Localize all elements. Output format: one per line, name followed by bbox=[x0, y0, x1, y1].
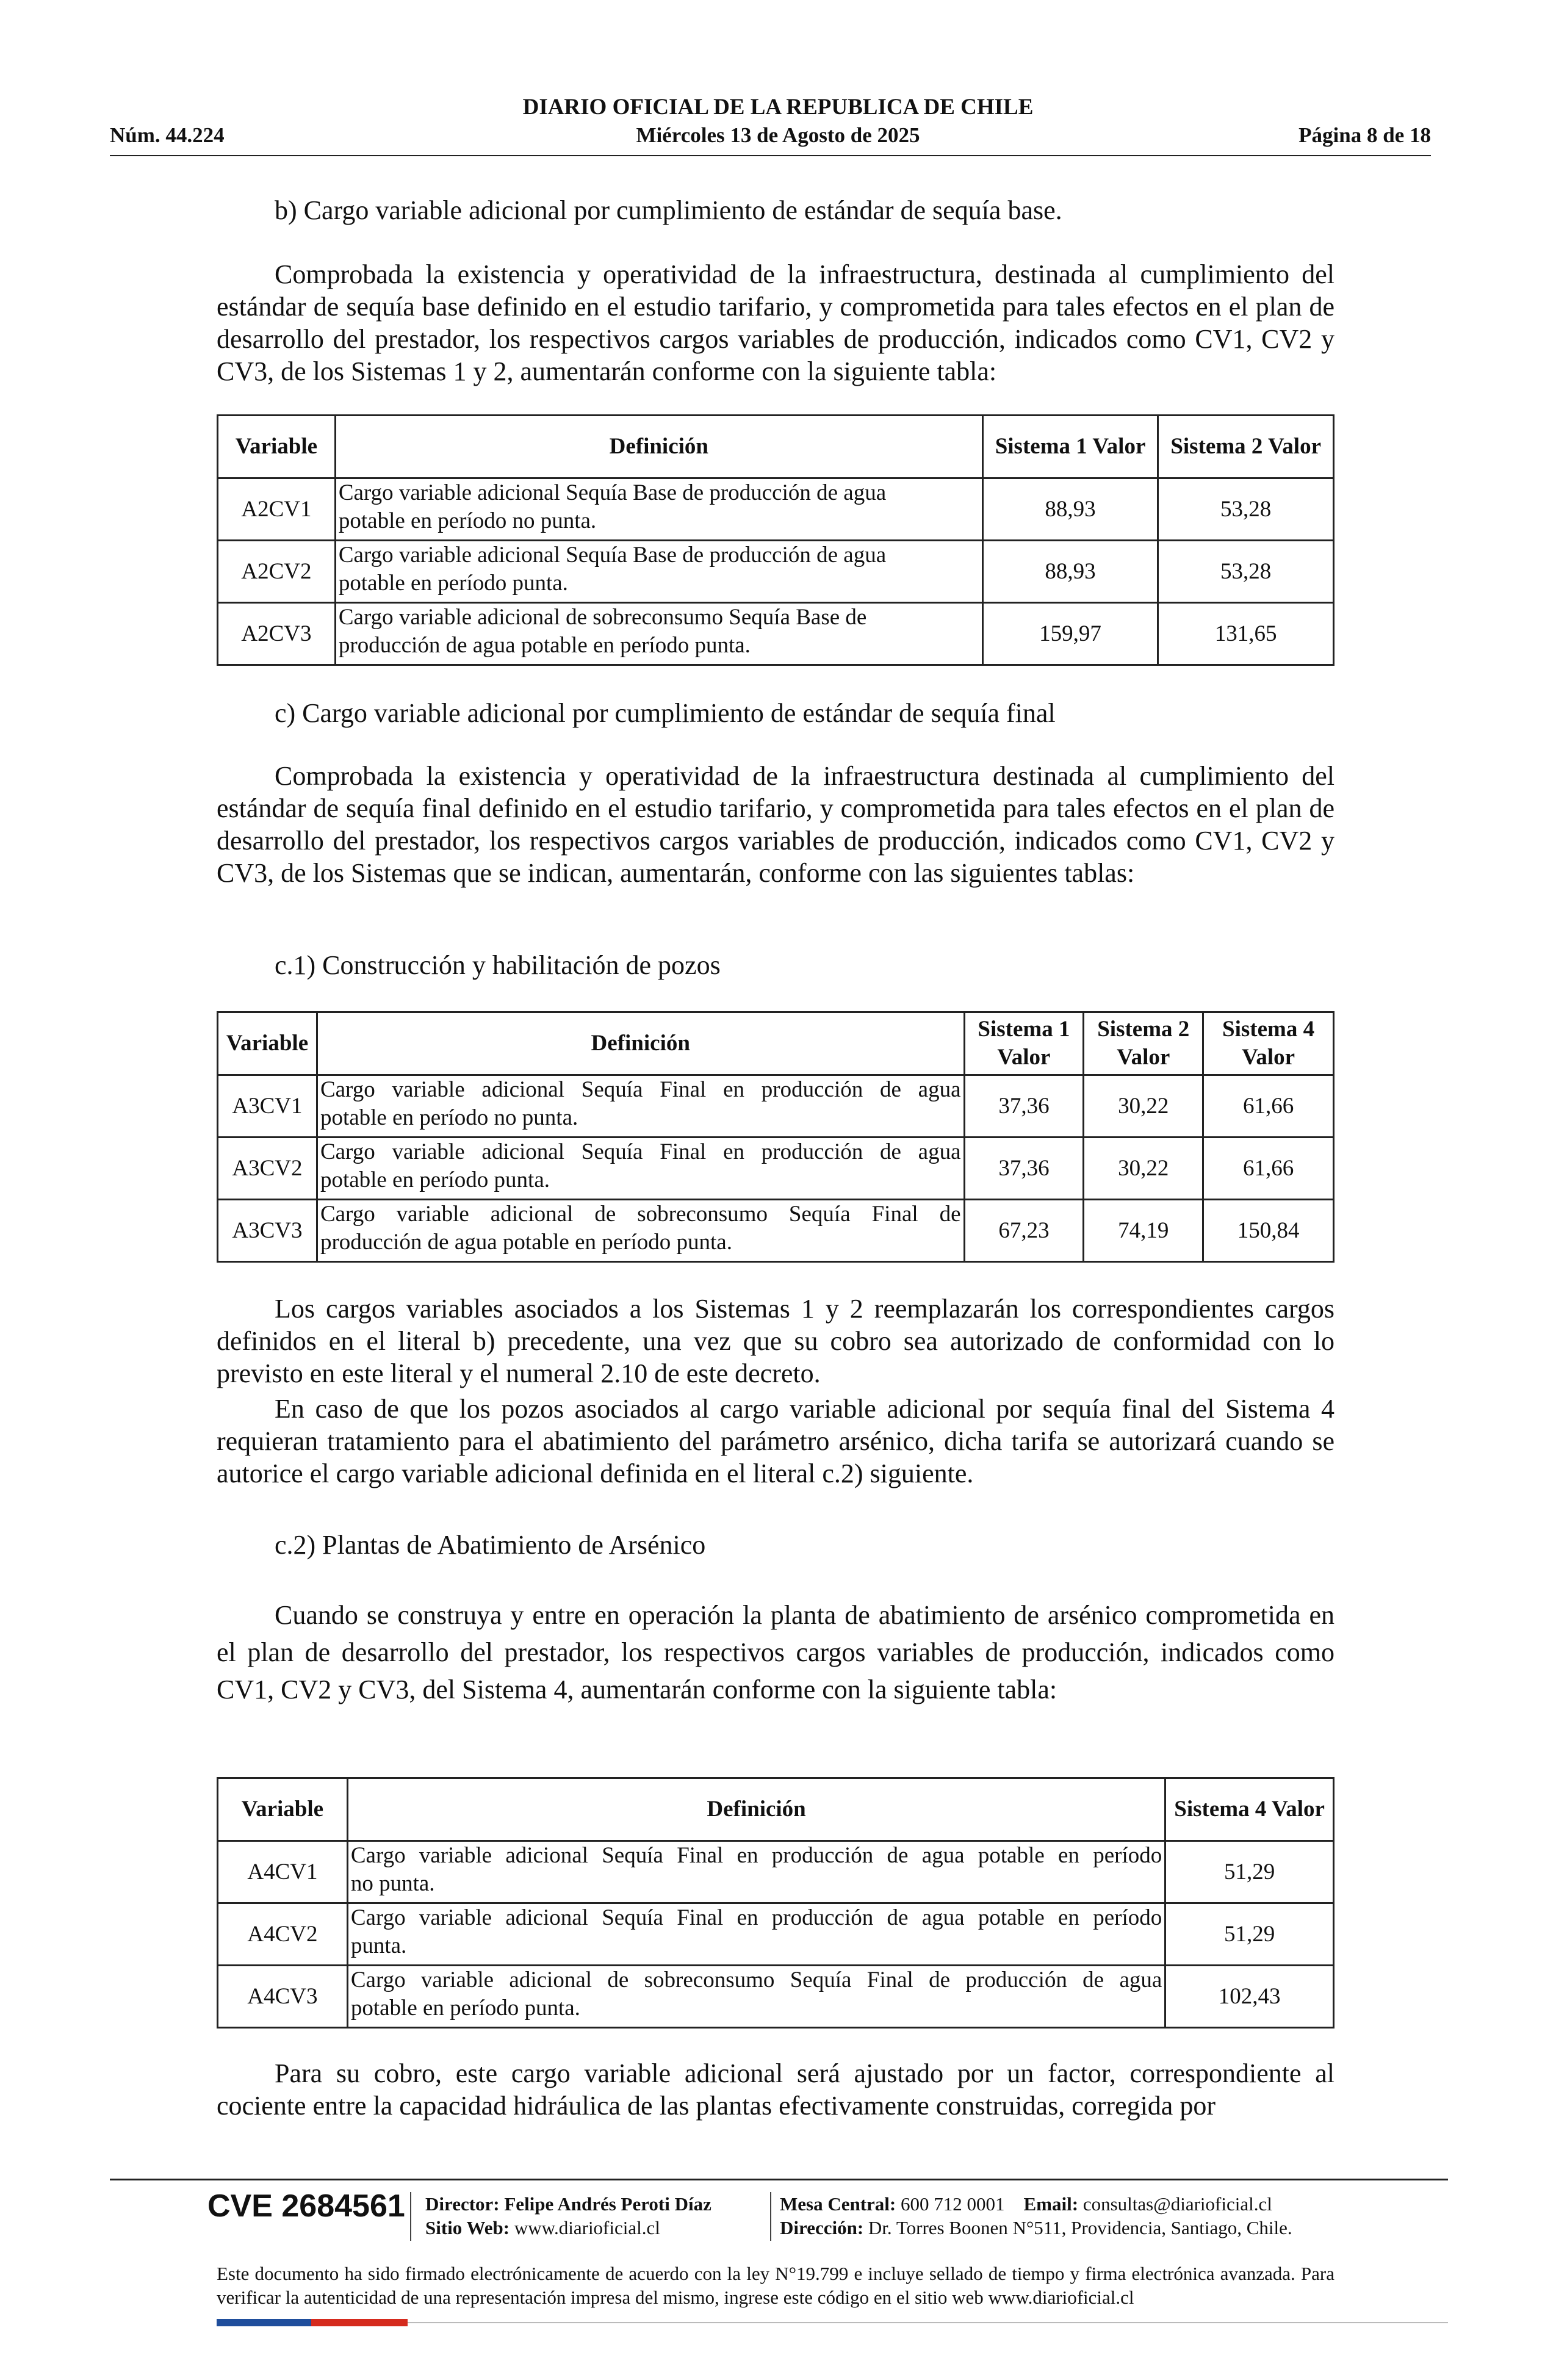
table-row bbox=[218, 1200, 1334, 1262]
paragraph-cobro: Para su cobro, este cargo variable adicional será ajustado por un factor, correspondiente al cociente entre la capacidad hidráulica de las plantas efectivamente construidas, corregida por bbox=[217, 2058, 1334, 2121]
address-text: Dr. Torres Boonen N°511, Providencia, Santiago, Chile. bbox=[868, 2217, 1292, 2238]
variable-cell: A3CV3 bbox=[218, 1200, 317, 1262]
section-b-heading: b) Cargo variable adicional por cumplimiento de estándar de sequía base. bbox=[275, 195, 1062, 225]
footer-separator bbox=[410, 2192, 411, 2241]
value-cell: 88,93 bbox=[982, 541, 1158, 603]
issue-number: Núm. 44.224 bbox=[110, 123, 225, 147]
variable-cell: A4CV3 bbox=[218, 1966, 348, 2028]
table-header-sistema4: Sistema 4 Valor bbox=[1203, 1012, 1334, 1075]
value-cell: 37,36 bbox=[964, 1138, 1084, 1200]
header-divider bbox=[110, 155, 1431, 156]
table-header-variable: Variable bbox=[218, 1778, 348, 1841]
definition-cell: Cargo variable adicional Sequía Base de producción de agua potable en período punta. bbox=[335, 541, 982, 603]
variable-cell: A3CV1 bbox=[218, 1075, 317, 1138]
definition-cell: Cargo variable adicional de sobreconsumo Sequía Base de producción de agua potable en período punta. bbox=[335, 603, 982, 665]
definition-cell: Cargo variable adicional Sequía Final en producción de agua potable en período no punta. bbox=[347, 1841, 1165, 1903]
variable-cell: A4CV1 bbox=[218, 1841, 348, 1903]
definition-cell: Cargo variable adicional de sobreconsumo Sequía Final de producción de agua potable en período punta. bbox=[347, 1966, 1165, 2028]
flag-bar-blue bbox=[217, 2319, 311, 2326]
footer-separator bbox=[770, 2192, 771, 2241]
paragraph-reemplazo: Los cargos variables asociados a los Sistemas 1 y 2 reemplazarán los correspondientes cargos definidos en el literal b) precedente, una vez que su cobro sea autorizado de conformidad con lo previsto en este literal y el numeral 2.10 de este decreto. bbox=[217, 1294, 1334, 1388]
address-label: Dirección: bbox=[780, 2217, 864, 2238]
mesa-phone: 600 712 0001 bbox=[901, 2193, 1005, 2215]
newspaper-title: DIARIO OFICIAL DE LA REPUBLICA DE CHILE bbox=[522, 95, 1034, 120]
definition-cell: Cargo variable adicional Sequía Final en producción de agua potable en período punta. bbox=[317, 1138, 964, 1200]
email-link[interactable]: consultas@diarioficial.cl bbox=[1082, 2193, 1272, 2215]
issue-date: Miércoles 13 de Agosto de 2025 bbox=[636, 123, 920, 147]
flag-bar-line bbox=[408, 2322, 1448, 2323]
value-cell: 102,43 bbox=[1165, 1966, 1334, 2028]
value-cell: 61,66 bbox=[1203, 1138, 1334, 1200]
cve-code: CVE 2684561 bbox=[207, 2188, 405, 2224]
value-cell: 30,22 bbox=[1084, 1075, 1203, 1138]
table-header-definicion: Definición bbox=[335, 416, 982, 478]
value-cell: 67,23 bbox=[964, 1200, 1084, 1262]
table-sequia-base bbox=[217, 414, 1334, 666]
table-row bbox=[218, 478, 1334, 541]
section-c2-heading: c.2) Plantas de Abatimiento de Arsénico bbox=[275, 1530, 706, 1560]
variable-cell: A2CV2 bbox=[218, 541, 336, 603]
section-c-paragraph: Comprobada la existencia y operatividad de la infraestructura destinada al cumplimiento del estándar de sequía final definido en el estudio tarifario, y comprometida para tales efectos en el plan de desarrollo del prestador, los respectivos cargos variables de producción, indicados como CV1, CV2 y CV3, de los Sistemas que se indican, aumentarán, conforme con las siguientes tablas: bbox=[217, 761, 1334, 888]
table-header-sistema1: Sistema 1 Valor bbox=[964, 1012, 1084, 1075]
definition-cell: Cargo variable adicional Sequía Base de producción de agua potable en período no punta. bbox=[335, 478, 982, 541]
table-header-sistema2: Sistema 2 Valor bbox=[1158, 416, 1334, 478]
table-row bbox=[218, 1138, 1334, 1200]
value-cell: 131,65 bbox=[1158, 603, 1334, 665]
variable-cell: A2CV1 bbox=[218, 478, 336, 541]
footer-contact-block bbox=[780, 2192, 1292, 2240]
value-cell: 37,36 bbox=[964, 1075, 1084, 1138]
table-row bbox=[218, 1075, 1334, 1138]
web-label: Sitio Web: bbox=[425, 2217, 510, 2238]
table-header-definicion: Definición bbox=[317, 1012, 964, 1075]
footer-director-block bbox=[425, 2192, 711, 2240]
section-b-paragraph: Comprobada la existencia y operatividad de la infraestructura, destinada al cumplimiento del estándar de sequía base definido en el estudio tarifario, y comprometida para tales efectos en el plan de desarrollo del prestador, los respectivos cargos variables de producción, indicados como CV1, CV2 y CV3, de los Sistemas 1 y 2, aumentarán conforme con la siguiente tabla: bbox=[217, 259, 1334, 386]
variable-cell: A4CV2 bbox=[218, 1903, 348, 1966]
email-label: Email: bbox=[1023, 2193, 1079, 2215]
table-header-sistema4: Sistema 4 Valor bbox=[1165, 1778, 1334, 1841]
value-cell: 61,66 bbox=[1203, 1075, 1334, 1138]
director-label: Director: bbox=[425, 2193, 500, 2215]
variable-cell: A3CV2 bbox=[218, 1138, 317, 1200]
table-header-sistema1: Sistema 1 Valor bbox=[982, 416, 1158, 478]
table-abatimiento-arsenico bbox=[217, 1777, 1334, 2028]
value-cell: 30,22 bbox=[1084, 1138, 1203, 1200]
value-cell: 88,93 bbox=[982, 478, 1158, 541]
table-header-sistema2: Sistema 2 Valor bbox=[1084, 1012, 1203, 1075]
value-cell: 159,97 bbox=[982, 603, 1158, 665]
table-row bbox=[218, 1966, 1334, 2028]
table-header-definicion: Definición bbox=[347, 1778, 1165, 1841]
mesa-label: Mesa Central: bbox=[780, 2193, 896, 2215]
table-row bbox=[218, 541, 1334, 603]
value-cell: 150,84 bbox=[1203, 1200, 1334, 1262]
table-header-variable: Variable bbox=[218, 1012, 317, 1075]
table-row bbox=[218, 1841, 1334, 1903]
paragraph-arsenico: En caso de que los pozos asociados al cargo variable adicional por sequía final del Sistema 4 requieran tratamiento para el abatimiento del parámetro arsénico, dicha tarifa se autorizará cuando se autorice el cargo variable adicional definida en el literal c.2) siguiente. bbox=[217, 1394, 1334, 1488]
section-c1-heading: c.1) Construcción y habilitación de pozos bbox=[275, 950, 721, 980]
footer-divider bbox=[110, 2179, 1448, 2180]
value-cell: 51,29 bbox=[1165, 1903, 1334, 1966]
definition-cell: Cargo variable adicional de sobreconsumo Sequía Final de producción de agua potable en período punta. bbox=[317, 1200, 964, 1262]
value-cell: 51,29 bbox=[1165, 1841, 1334, 1903]
value-cell: 53,28 bbox=[1158, 541, 1334, 603]
paragraph-planta: Cuando se construya y entre en operación la planta de abatimiento de arsénico comprometida en el plan de desarrollo del prestador, los respectivos cargos variables de producción, indicados como CV1, CV2 y CV3, del Sistema 4, aumentarán conforme con la siguiente tabla: bbox=[217, 1600, 1334, 1704]
director-name: Felipe Andrés Peroti Díaz bbox=[504, 2193, 711, 2215]
value-cell: 74,19 bbox=[1084, 1200, 1203, 1262]
table-row bbox=[218, 603, 1334, 665]
definition-cell: Cargo variable adicional Sequía Final en producción de agua potable en período punta. bbox=[347, 1903, 1165, 1966]
variable-cell: A2CV3 bbox=[218, 603, 336, 665]
footer-disclaimer: Este documento ha sido firmado electrónicamente de acuerdo con la ley N°19.799 e incluye sellado de tiempo y firma electrónica avanzada. Para verificar la autenticidad de una representación impresa del mismo, ingrese este código en el sitio web www.diarioficial.cl bbox=[217, 2263, 1334, 2308]
value-cell: 53,28 bbox=[1158, 478, 1334, 541]
flag-bar-red bbox=[311, 2319, 408, 2326]
page-number: Página 8 de 18 bbox=[1298, 123, 1431, 147]
table-row bbox=[218, 1903, 1334, 1966]
table-sequia-final-pozos bbox=[217, 1011, 1334, 1263]
section-c-heading: c) Cargo variable adicional por cumplimiento de estándar de sequía final bbox=[275, 698, 1056, 728]
definition-cell: Cargo variable adicional Sequía Final en producción de agua potable en período no punta. bbox=[317, 1075, 964, 1138]
web-link[interactable]: www.diarioficial.cl bbox=[514, 2217, 660, 2238]
table-header-variable: Variable bbox=[218, 416, 336, 478]
